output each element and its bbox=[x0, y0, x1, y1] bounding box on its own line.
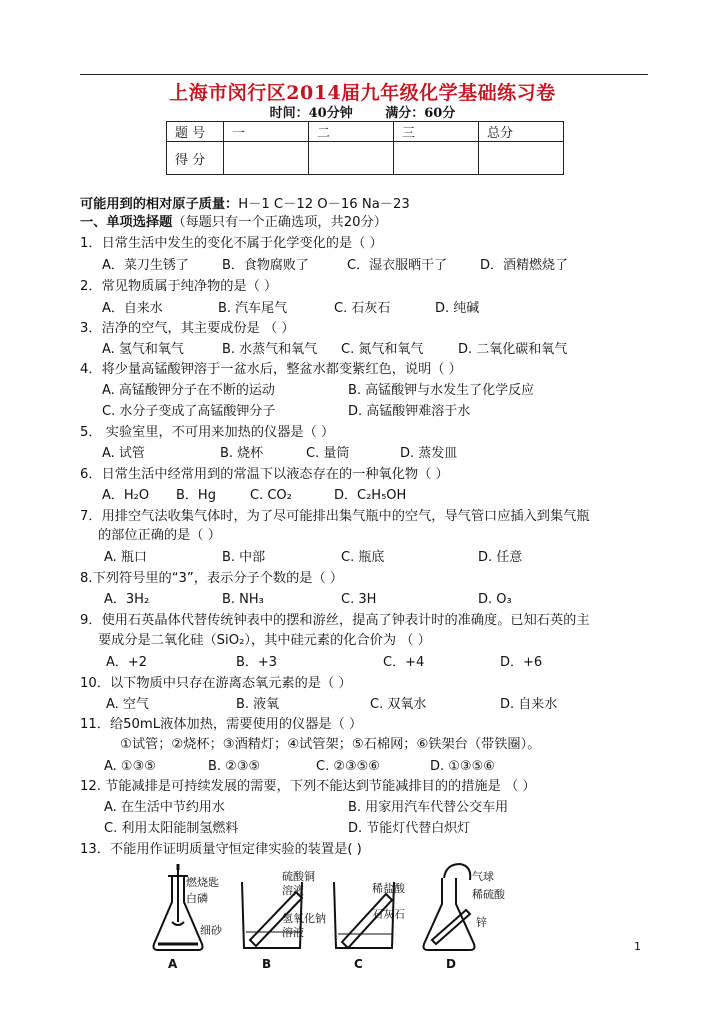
option[interactable]: D．酒精燃烧了 bbox=[480, 258, 569, 273]
score-header-cell: 三 bbox=[394, 122, 479, 142]
question-stem: 4．将少量高锰酸钾溶于一盆水后，整盆水都变紫红色，说明（ ） bbox=[80, 362, 462, 377]
question-stem: 10．以下物质中只存在游离态氧元素的是（ ） bbox=[80, 676, 352, 691]
time-limit: 时间：40分钟 bbox=[269, 106, 353, 121]
atomic-masses-label: 可能用到的相对原子质量： bbox=[80, 197, 239, 212]
figure-label-a: A bbox=[168, 957, 178, 971]
option[interactable]: C. 双氧水 bbox=[370, 697, 427, 712]
question-stem: 9．使用石英晶体代替传统钟表中的摆和游丝，提高了钟表计时的准确度。已知石英的主 bbox=[80, 613, 590, 628]
atomic-masses-values: H－1 C－12 O－16 Na－23 bbox=[238, 197, 410, 212]
page-title: 上海市闵行区2014届九年级化学基础练习卷 bbox=[169, 82, 556, 104]
section-title: 一、单项选择题 bbox=[80, 215, 173, 230]
label-dilute-h2so4: 稀硫酸 bbox=[472, 888, 505, 901]
option[interactable]: A. ①③⑤ bbox=[104, 759, 156, 774]
label-solution: 溶液 bbox=[282, 884, 304, 897]
question-stem: 13．不能用作证明质量守恒定律实验的装置是( ) bbox=[80, 842, 362, 857]
score-header-cell: 二 bbox=[309, 122, 394, 142]
option[interactable]: C. 瓶底 bbox=[341, 550, 385, 565]
score-cell[interactable] bbox=[224, 142, 309, 175]
label-sodium-hydroxide: 氢氧化钠 bbox=[282, 912, 326, 925]
option[interactable]: C. 氮气和氧气 bbox=[341, 342, 424, 357]
question-stem-continued: 的部位正确的是（ ） bbox=[98, 528, 221, 543]
option[interactable]: D．C₂H₅OH bbox=[334, 488, 407, 503]
question-stem: 3．洁净的空气，其主要成份是 （ ） bbox=[80, 321, 295, 336]
option[interactable]: B. 中部 bbox=[222, 550, 266, 565]
option[interactable]: D. 高锰酸钾难溶于水 bbox=[348, 404, 471, 419]
page-number: 1 bbox=[634, 940, 641, 953]
label-copper-sulfate: 硫酸铜 bbox=[282, 870, 315, 883]
option[interactable]: C. ②③⑤⑥ bbox=[316, 759, 380, 774]
option[interactable]: A. 氢气和氧气 bbox=[102, 342, 184, 357]
label-solution: 溶液 bbox=[282, 926, 304, 939]
option[interactable]: B. 汽车尾气 bbox=[218, 301, 288, 316]
option[interactable]: A．+2 bbox=[106, 655, 148, 670]
option[interactable]: C. 利用太阳能制氢燃料 bbox=[104, 821, 239, 836]
question-stem: 12. 节能减排是可持续发展的需要，下列不能达到节能减排目的的措施是 （ ） bbox=[80, 779, 536, 794]
option[interactable]: A. 在生活中节约用水 bbox=[104, 800, 225, 815]
header-rule bbox=[80, 74, 648, 75]
question-stem: 7．用排空气法收集气体时，为了尽可能排出集气瓶中的空气，导气管口应插入到集气瓶 bbox=[80, 509, 590, 524]
option[interactable]: A. 高锰酸钾分子在不断的运动 bbox=[102, 383, 275, 398]
score-cell[interactable] bbox=[309, 142, 394, 175]
atomic-masses bbox=[80, 196, 410, 214]
option[interactable]: C. 石灰石 bbox=[334, 301, 391, 316]
question-stem: 8.下列符号里的“3”，表示分子个数的是（ ） bbox=[80, 571, 344, 586]
full-score: 满分：60分 bbox=[385, 106, 456, 121]
option[interactable]: D. 自来水 bbox=[500, 697, 558, 712]
option[interactable]: B. 高锰酸钾与水发生了化学反应 bbox=[348, 383, 535, 398]
option[interactable]: C. 水分子变成了高锰酸钾分子 bbox=[102, 404, 276, 419]
apparatus-d-flask bbox=[424, 864, 475, 950]
question-stem: 1．日常生活中发生的变化不属于化学变化的是（ ） bbox=[80, 236, 383, 251]
score-cell[interactable] bbox=[479, 142, 564, 175]
option[interactable]: B. 液氧 bbox=[236, 697, 280, 712]
option[interactable]: B．Hg bbox=[176, 488, 216, 503]
option[interactable]: C. 量筒 bbox=[306, 446, 350, 461]
option[interactable]: B. ②③⑤ bbox=[208, 759, 261, 774]
label-fine-sand: 细砂 bbox=[200, 924, 222, 937]
label-burning-spoon: 燃烧匙 bbox=[186, 876, 219, 889]
figure-label-d: D bbox=[446, 957, 456, 971]
label-white-phosphorus: 白磷 bbox=[186, 892, 208, 905]
option[interactable]: D. 蒸发皿 bbox=[400, 446, 458, 461]
figure-label-b: B bbox=[262, 957, 272, 971]
option[interactable]: C．+4 bbox=[383, 655, 425, 670]
score-header-cell: 一 bbox=[224, 122, 309, 142]
option[interactable]: C. CO₂ bbox=[250, 488, 292, 503]
option[interactable]: B．食物腐败了 bbox=[222, 258, 309, 273]
option[interactable]: D. 节能灯代替白炽灯 bbox=[348, 821, 471, 836]
question-stem: 2．常见物质属于纯净物的是（ ） bbox=[80, 279, 278, 294]
score-row-label: 得 分 bbox=[167, 142, 224, 175]
question-stem: 11．给50mL液体加热，需要使用的仪器是（ ） bbox=[80, 717, 363, 732]
question-stem-continued: 要成分是二氧化硅（SiO₂），其中硅元素的化合价为 （ ） bbox=[98, 633, 431, 648]
option[interactable]: C．湿衣服晒干了 bbox=[347, 258, 448, 273]
question-stem: 5． 实验室里，不可用来加热的仪器是（ ） bbox=[80, 425, 335, 440]
option[interactable]: D. 任意 bbox=[478, 550, 523, 565]
option[interactable]: B．+3 bbox=[236, 655, 278, 670]
score-table bbox=[166, 121, 564, 175]
option[interactable]: D. ①③⑤⑥ bbox=[430, 759, 495, 774]
option[interactable]: D．+6 bbox=[500, 655, 543, 670]
option[interactable]: A．H₂O bbox=[102, 488, 150, 503]
score-cell[interactable] bbox=[394, 142, 479, 175]
option[interactable]: B. 水蒸气和氧气 bbox=[222, 342, 318, 357]
option[interactable]: A．菜刀生锈了 bbox=[102, 258, 189, 273]
label-limestone: 石灰石 bbox=[372, 908, 405, 921]
option[interactable]: A. 瓶口 bbox=[104, 550, 147, 565]
option[interactable]: A. 空气 bbox=[106, 697, 149, 712]
question-stem-continued: ①试管；②烧杯；③酒精灯；④试管架；⑤石棉网；⑥铁架台（带铁圈）。 bbox=[120, 737, 541, 752]
option[interactable]: A．3H₂ bbox=[104, 592, 150, 607]
option[interactable]: B. NH₃ bbox=[222, 592, 264, 607]
score-header-cell: 题 号 bbox=[167, 122, 224, 142]
option[interactable]: D. 二氧化碳和氧气 bbox=[458, 342, 568, 357]
option[interactable]: C. 3H bbox=[341, 592, 377, 607]
figure-label-c: C bbox=[354, 957, 363, 971]
option[interactable]: A．自来水 bbox=[102, 301, 163, 316]
score-header-cell: 总分 bbox=[479, 122, 564, 142]
question-stem: 6．日常生活中经常用到的常温下以液态存在的一种氧化物（ ） bbox=[80, 467, 449, 482]
option[interactable]: B. 烧杯 bbox=[220, 446, 264, 461]
label-dilute-hcl: 稀盐酸 bbox=[372, 882, 405, 895]
apparatus-figure bbox=[150, 862, 520, 972]
option[interactable]: A. 试管 bbox=[102, 446, 145, 461]
option[interactable]: B. 用家用汽车代替公交车用 bbox=[348, 800, 509, 815]
section-heading bbox=[80, 214, 387, 232]
label-balloon: 气球 bbox=[472, 870, 494, 883]
exam-info bbox=[0, 102, 725, 121]
label-zinc: 锌 bbox=[476, 916, 487, 929]
section-note: （每题只有一个正确选项，共20分） bbox=[172, 215, 387, 230]
option[interactable]: D. O₃ bbox=[478, 592, 512, 607]
option[interactable]: D. 纯碱 bbox=[435, 301, 480, 316]
